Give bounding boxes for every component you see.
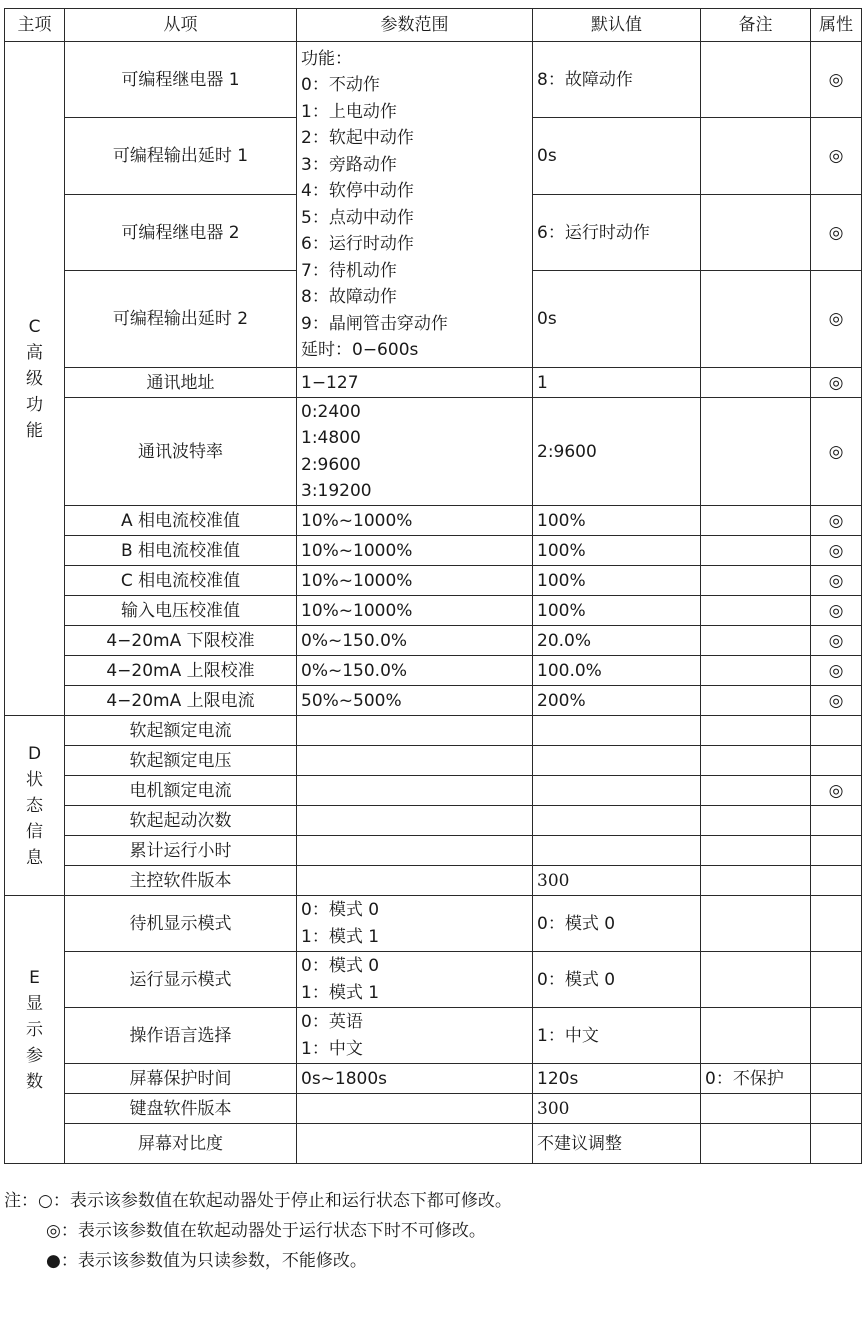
- group-char: 态: [26, 795, 43, 816]
- header-main-item: 主项: [5, 9, 65, 42]
- param-attribute: ◎: [811, 596, 862, 626]
- param-attribute: [811, 1008, 862, 1064]
- param-range: 0s~1800s: [297, 1064, 533, 1094]
- footnote: ●：表示该参数值为只读参数，不能修改。: [46, 1251, 367, 1271]
- param-attribute: ◎: [811, 566, 862, 596]
- table-row: [5, 506, 862, 536]
- param-range: [297, 806, 533, 836]
- table-row: [5, 746, 862, 776]
- param-attribute: [811, 1064, 862, 1094]
- param-default: [533, 776, 701, 806]
- param-default: 6：运行时动作: [533, 195, 701, 271]
- group-char: 高: [26, 342, 43, 363]
- param-attribute: [811, 1094, 862, 1124]
- param-range: [297, 836, 533, 866]
- param-note: [701, 836, 811, 866]
- group-char: 级: [26, 368, 43, 389]
- param-note: [701, 866, 811, 896]
- param-range: 0%~150.0%: [297, 656, 533, 686]
- param-note: [701, 368, 811, 398]
- range-line: 1:4800: [301, 428, 361, 448]
- param-attribute: [811, 1124, 862, 1164]
- param-attribute: [811, 836, 862, 866]
- param-name: 软起起动次数: [65, 806, 297, 836]
- param-note: [701, 566, 811, 596]
- param-name: B 相电流校准值: [65, 536, 297, 566]
- range-line: 0:2400: [301, 401, 361, 422]
- range-line: 延时：0−600s: [301, 340, 419, 360]
- param-name: 4−20mA 上限电流: [65, 686, 297, 716]
- param-attribute: ◎: [811, 195, 862, 271]
- header-default: 默认值: [533, 9, 701, 42]
- table-row: [5, 42, 862, 118]
- param-default: 8：故障动作: [533, 42, 701, 118]
- param-default: 20.0%: [533, 626, 701, 656]
- shared-range-cell: [297, 42, 533, 368]
- param-note: [701, 716, 811, 746]
- group-e-label: [5, 896, 65, 1164]
- table-row: [5, 806, 862, 836]
- param-range: [297, 1094, 533, 1124]
- group-char: 信: [26, 821, 43, 842]
- param-name: 屏幕保护时间: [65, 1064, 297, 1094]
- range-line: 0：不动作: [301, 75, 380, 95]
- param-range: 1−127: [297, 368, 533, 398]
- header-note: 备注: [701, 9, 811, 42]
- header-range: 参数范围: [297, 9, 533, 42]
- group-char: 数: [26, 1071, 43, 1092]
- group-char: 功: [26, 394, 43, 415]
- footnote: ◎：表示该参数值在软起动器处于运行状态下时不可修改。: [46, 1221, 486, 1241]
- group-char: 示: [26, 1019, 43, 1040]
- param-range: [297, 952, 533, 1008]
- header-row: [5, 9, 862, 42]
- param-note: [701, 806, 811, 836]
- param-range: [297, 746, 533, 776]
- param-default: 100%: [533, 536, 701, 566]
- param-name: 操作语言选择: [65, 1008, 297, 1064]
- range-line: 0：模式 0: [301, 900, 380, 920]
- table-row: [5, 776, 862, 806]
- param-range: [297, 896, 533, 952]
- param-note: [701, 271, 811, 368]
- range-line: 7：待机动作: [301, 260, 397, 281]
- table-row: [5, 536, 862, 566]
- param-default: 0s: [533, 271, 701, 368]
- param-range: 50%~500%: [297, 686, 533, 716]
- range-line: 功能：: [301, 48, 352, 69]
- range-line: 3:19200: [301, 481, 372, 501]
- param-default: 0：模式 0: [533, 952, 701, 1008]
- param-range: 10%~1000%: [297, 506, 533, 536]
- param-range: 10%~1000%: [297, 566, 533, 596]
- table-row: [5, 398, 862, 506]
- range-line: 4：软停中动作: [301, 181, 414, 201]
- param-default: [533, 746, 701, 776]
- table-row: [5, 716, 862, 746]
- param-attribute: [811, 952, 862, 1008]
- param-default: 100%: [533, 596, 701, 626]
- param-name: 可编程继电器 2: [65, 195, 297, 271]
- param-name: 键盘软件版本: [65, 1094, 297, 1124]
- param-name: 屏幕对比度: [65, 1124, 297, 1164]
- param-name: 4−20mA 下限校准: [65, 626, 297, 656]
- param-range: [297, 866, 533, 896]
- param-range: 0%~150.0%: [297, 626, 533, 656]
- param-attribute: ◎: [811, 536, 862, 566]
- param-note: [701, 1008, 811, 1064]
- param-note: [701, 1124, 811, 1164]
- param-range: [297, 776, 533, 806]
- table-row: [5, 566, 862, 596]
- param-note: 0：不保护: [701, 1064, 811, 1094]
- param-attribute: [811, 866, 862, 896]
- param-attribute: ◎: [811, 118, 862, 195]
- range-line: 5：点动中动作: [301, 207, 414, 228]
- table-row: [5, 866, 862, 896]
- param-note: [701, 195, 811, 271]
- range-line: 2:9600: [301, 454, 361, 475]
- param-attribute: [811, 746, 862, 776]
- param-attribute: ◎: [811, 42, 862, 118]
- param-attribute: ◎: [811, 656, 862, 686]
- group-char: 能: [26, 420, 43, 441]
- param-range: 10%~1000%: [297, 596, 533, 626]
- table-row: [5, 952, 862, 1008]
- param-default: 100%: [533, 506, 701, 536]
- group-c-label: [5, 42, 65, 716]
- table-row: [5, 1124, 862, 1164]
- param-default: 200%: [533, 686, 701, 716]
- group-char: C: [28, 316, 41, 337]
- group-char: 参: [26, 1045, 43, 1066]
- param-default: 100.0%: [533, 656, 701, 686]
- group-char: 状: [26, 769, 43, 790]
- param-name: 软起额定电压: [65, 746, 297, 776]
- param-name: 主控软件版本: [65, 866, 297, 896]
- range-line: 1：模式 1: [301, 926, 380, 947]
- table-row: [5, 626, 862, 656]
- header-attribute: 属性: [811, 9, 862, 42]
- footnotes: [4, 1186, 512, 1276]
- table-row: [5, 836, 862, 866]
- param-attribute: [811, 716, 862, 746]
- table-row: [5, 896, 862, 952]
- param-default: 1：中文: [533, 1008, 701, 1064]
- group-char: 息: [26, 847, 43, 868]
- param-note: [701, 686, 811, 716]
- param-name: 通讯波特率: [65, 398, 297, 506]
- param-range: [297, 716, 533, 746]
- param-attribute: ◎: [811, 506, 862, 536]
- param-name: 运行显示模式: [65, 952, 297, 1008]
- param-name: 输入电压校准值: [65, 596, 297, 626]
- param-range: [297, 1124, 533, 1164]
- param-attribute: ◎: [811, 368, 862, 398]
- group-char: E: [29, 967, 40, 988]
- range-line: 8：故障动作: [301, 287, 397, 307]
- range-line: 9：晶闸管击穿动作: [301, 313, 448, 334]
- param-note: [701, 506, 811, 536]
- param-attribute: ◎: [811, 686, 862, 716]
- range-line: 1：上电动作: [301, 101, 397, 122]
- header-sub-item: 从项: [65, 9, 297, 42]
- table-row: [5, 656, 862, 686]
- param-default: [533, 716, 701, 746]
- table-row: [5, 686, 862, 716]
- param-note: [701, 952, 811, 1008]
- param-range: [297, 398, 533, 506]
- param-default: 300: [533, 866, 701, 896]
- param-name: 通讯地址: [65, 368, 297, 398]
- param-name: 累计运行小时: [65, 836, 297, 866]
- param-range: [297, 1008, 533, 1064]
- param-default: [533, 806, 701, 836]
- param-note: [701, 626, 811, 656]
- param-default: 0：模式 0: [533, 896, 701, 952]
- table-row: [5, 368, 862, 398]
- param-name: 待机显示模式: [65, 896, 297, 952]
- group-d-label: [5, 716, 65, 896]
- param-name: A 相电流校准值: [65, 506, 297, 536]
- param-default: 0s: [533, 118, 701, 195]
- param-attribute: ◎: [811, 398, 862, 506]
- param-default: 2:9600: [533, 398, 701, 506]
- param-note: [701, 398, 811, 506]
- param-name: 可编程输出延时 1: [65, 118, 297, 195]
- range-line: 0：英语: [301, 1012, 363, 1032]
- param-attribute: ◎: [811, 776, 862, 806]
- param-note: [701, 536, 811, 566]
- param-name: C 相电流校准值: [65, 566, 297, 596]
- param-name: 电机额定电流: [65, 776, 297, 806]
- param-note: [701, 746, 811, 776]
- param-range: 10%~1000%: [297, 536, 533, 566]
- range-line: 0：模式 0: [301, 956, 380, 976]
- param-note: [701, 896, 811, 952]
- param-default: 120s: [533, 1064, 701, 1094]
- table-row: [5, 596, 862, 626]
- range-line: 2：软起中动作: [301, 128, 414, 148]
- range-line: 1：中文: [301, 1038, 363, 1059]
- param-note: [701, 656, 811, 686]
- param-attribute: ◎: [811, 626, 862, 656]
- param-default: 1: [533, 368, 701, 398]
- group-char: D: [27, 743, 42, 764]
- parameter-table: [4, 8, 862, 1164]
- param-note: [701, 42, 811, 118]
- param-default: 300: [533, 1094, 701, 1124]
- param-default: [533, 836, 701, 866]
- group-char: 显: [26, 993, 43, 1014]
- range-line: 3：旁路动作: [301, 154, 397, 175]
- param-note: [701, 1094, 811, 1124]
- param-attribute: [811, 806, 862, 836]
- param-default: 100%: [533, 566, 701, 596]
- param-note: [701, 118, 811, 195]
- param-default: 不建议调整: [533, 1124, 701, 1164]
- table-row: [5, 1008, 862, 1064]
- param-note: [701, 596, 811, 626]
- footnote: 注：○：表示该参数值在软起动器处于停止和运行状态下都可修改。: [4, 1191, 512, 1211]
- range-line: 1：模式 1: [301, 982, 380, 1003]
- table-row: [5, 1094, 862, 1124]
- param-note: [701, 776, 811, 806]
- table-row: [5, 1064, 862, 1094]
- param-attribute: [811, 896, 862, 952]
- param-name: 可编程输出延时 2: [65, 271, 297, 368]
- param-name: 4−20mA 上限校准: [65, 656, 297, 686]
- param-name: 可编程继电器 1: [65, 42, 297, 118]
- param-name: 软起额定电流: [65, 716, 297, 746]
- range-line: 6：运行时动作: [301, 234, 414, 254]
- param-attribute: ◎: [811, 271, 862, 368]
